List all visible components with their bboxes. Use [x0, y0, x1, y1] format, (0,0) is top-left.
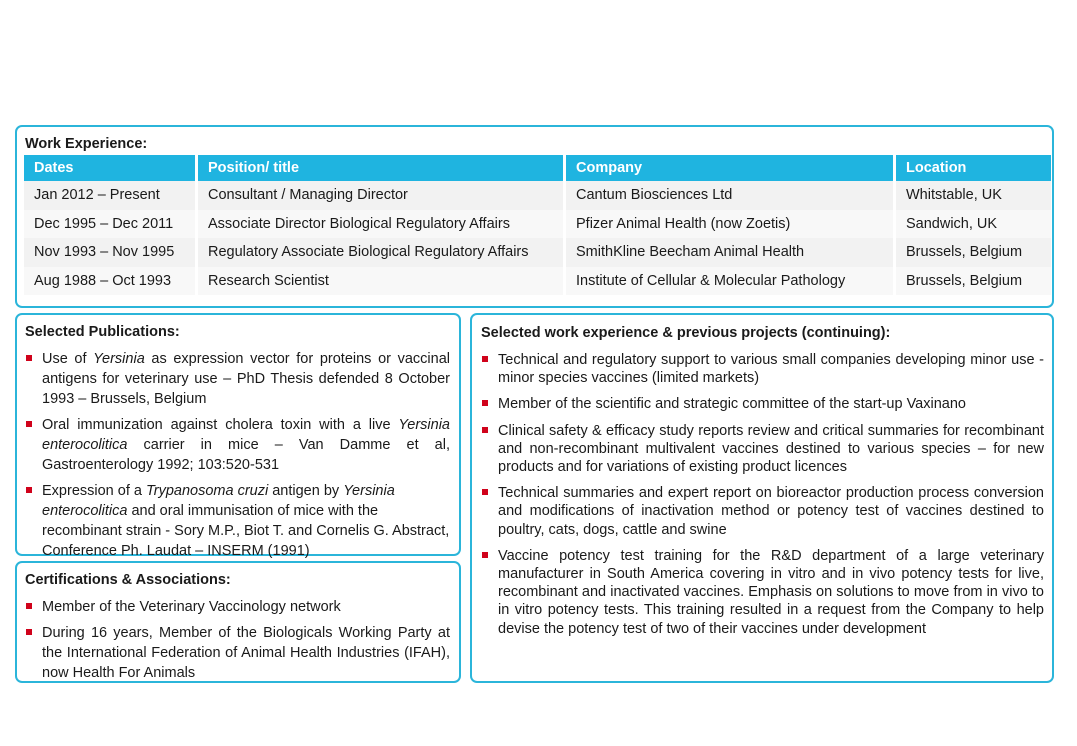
header-location: Location — [896, 155, 1051, 181]
publications-title: Selected Publications: — [25, 324, 180, 340]
cell-dates: Nov 1993 – Nov 1995 — [24, 238, 198, 267]
bullet-icon — [26, 355, 32, 361]
cell-company: Pfizer Animal Health (now Zoetis) — [566, 210, 896, 239]
list-item: Expression of a Trypanosoma cruzi antigen by Yersinia enterocolitica and oral immunisation of mice with the recombinant strain - Sory M.P., Biot T. and Cornelis G. Abstract, Conference Ph. Laudat – INSERM (1991) — [25, 481, 450, 561]
cell-company: Cantum Biosciences Ltd — [566, 181, 896, 210]
projects-list — [481, 351, 1044, 646]
cell-position: Consultant / Managing Director — [198, 181, 566, 210]
cell-dates: Dec 1995 – Dec 2011 — [24, 210, 198, 239]
work-experience-table — [24, 155, 1051, 295]
list-item: Vaccine potency test training for the R&D department of a large veterinary manufacturer in South America covering in vitro and in vivo potency tests for live, recombinant and inactivated vaccines. Emphasis on solutions to move from in vivo to in vitro potency tests. This training resulted in a request from the Company to help devise the potency test of two of their vaccines under development — [481, 547, 1044, 638]
cell-position: Associate Director Biological Regulatory Affairs — [198, 210, 566, 239]
cell-location: Brussels, Belgium — [896, 267, 1051, 296]
certifications-panel — [15, 561, 461, 683]
cell-dates: Aug 1988 – Oct 1993 — [24, 267, 198, 296]
cell-position: Regulatory Associate Biological Regulatory Affairs — [198, 238, 566, 267]
header-position: Position/ title — [198, 155, 566, 181]
list-item: Use of Yersinia as expression vector for proteins or vaccinal antigens for veterinary use – PhD Thesis defended 8 October 1993 – Brussels, Belgium — [25, 349, 450, 409]
publications-panel — [15, 313, 461, 559]
list-item: Clinical safety & efficacy study reports review and critical summaries for recombinant and non-recombinant multivalent vaccines destined to various species – for new products and for variations of existing product licences — [481, 422, 1044, 477]
table-row — [24, 181, 1051, 210]
projects-title: Selected work experience & previous projects (continuing): — [481, 325, 891, 341]
cell-location: Whitstable, UK — [896, 181, 1051, 210]
certifications-list — [25, 597, 450, 689]
bullet-icon — [26, 629, 32, 635]
work-experience-title: Work Experience: — [25, 136, 148, 152]
bullet-icon — [482, 552, 488, 558]
list-item: Member of the Veterinary Vaccinology network — [25, 597, 450, 617]
cell-company: Institute of Cellular & Molecular Pathology — [566, 267, 896, 296]
bullet-icon — [482, 356, 488, 362]
table-row — [24, 210, 1051, 239]
cell-company: SmithKline Beecham Animal Health — [566, 238, 896, 267]
publications-list — [25, 349, 450, 567]
table-header-row — [24, 155, 1051, 181]
header-company: Company — [566, 155, 896, 181]
cell-dates: Jan 2012 – Present — [24, 181, 198, 210]
list-item: During 16 years, Member of the Biologicals Working Party at the International Federation of Animal Health Industries (IFAH), now Health For Animals — [25, 623, 450, 683]
bullet-icon — [26, 487, 32, 493]
bullet-icon — [482, 489, 488, 495]
cell-location: Sandwich, UK — [896, 210, 1051, 239]
list-item: Technical summaries and expert report on bioreactor production process conversion and modifications of inactivation method or potency test of vaccines destined to poultry, cats, dogs, cattle and swine — [481, 484, 1044, 539]
certifications-title: Certifications & Associations: — [25, 572, 231, 588]
list-item: Member of the scientific and strategic committee of the start-up Vaxinano — [481, 395, 1044, 413]
projects-panel — [470, 313, 1054, 683]
bullet-icon — [26, 421, 32, 427]
bullet-icon — [482, 400, 488, 406]
bullet-icon — [482, 427, 488, 433]
table-row — [24, 267, 1051, 296]
list-item: Technical and regulatory support to various small companies developing minor use - minor species vaccines (limited markets) — [481, 351, 1044, 387]
table-row — [24, 238, 1051, 267]
cell-position: Research Scientist — [198, 267, 566, 296]
cell-location: Brussels, Belgium — [896, 238, 1051, 267]
bullet-icon — [26, 603, 32, 609]
header-dates: Dates — [24, 155, 198, 181]
list-item: Oral immunization against cholera toxin with a live Yersinia enterocolitica carrier in mice – Van Damme et al, Gastroenterology 1992; 103:520-531 — [25, 415, 450, 475]
work-experience-panel — [15, 125, 1054, 308]
